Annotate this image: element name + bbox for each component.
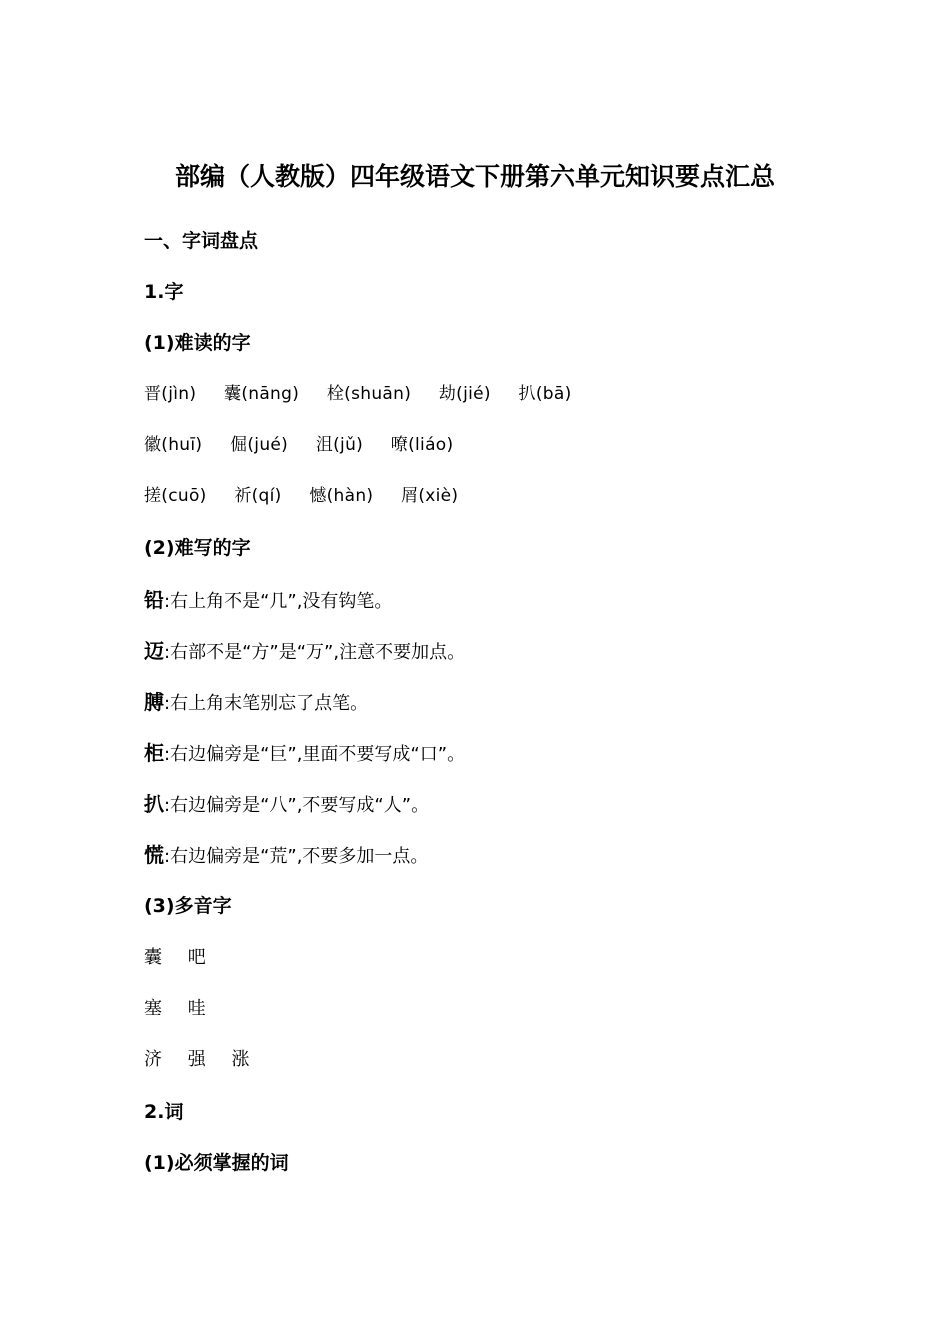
pinyin-item: 囊(nāng) [224, 384, 300, 404]
pinyin-item: 嘹(liáo) [390, 435, 454, 455]
pinyin-item: 扒(bā) [518, 384, 572, 404]
poly-row-1 [144, 944, 226, 972]
subheading-polyphonic: (3)多音字 [144, 895, 232, 917]
pinyin-item: 倔(jué) [230, 435, 289, 455]
write-item [144, 739, 465, 769]
subheading-must-master: (1)必须掌握的词 [144, 1152, 289, 1174]
poly-row-2 [144, 995, 226, 1023]
write-char: 铅 [144, 588, 164, 612]
read-row-3 [144, 482, 480, 510]
write-note: :右边偏旁是“八”,不要写成“人”。 [164, 795, 430, 816]
pinyin-item: 搓(cuō) [144, 486, 207, 506]
subheading-characters: 1.字 [144, 281, 184, 303]
poly-row-3 [144, 1046, 269, 1074]
subheading-words: 2.词 [144, 1101, 184, 1123]
write-note: :右部不是“方”是“万”,注意不要加点。 [164, 642, 466, 663]
write-char: 慌 [144, 843, 164, 867]
pinyin-item: 祈(qí) [234, 486, 282, 506]
pinyin-item: 栓(shuān) [326, 384, 412, 404]
write-item [144, 586, 392, 616]
write-char: 柜 [144, 741, 164, 765]
write-item [144, 790, 429, 820]
pinyin-item: 徽(huī) [144, 435, 203, 455]
write-note: :右边偏旁是“巨”,里面不要写成“口”。 [164, 744, 466, 765]
read-row-1 [144, 380, 594, 408]
subheading-hard-to-write: (2)难写的字 [144, 537, 251, 559]
write-item [144, 841, 428, 871]
write-note: :右上角末笔别忘了点笔。 [164, 693, 369, 714]
pinyin-item: 憾(hàn) [309, 486, 374, 506]
poly-char: 强 [187, 1049, 206, 1070]
write-char: 膊 [144, 690, 164, 714]
write-note: :右上角不是“几”,没有钩笔。 [164, 591, 393, 612]
pinyin-item: 屑(xiè) [401, 486, 459, 506]
read-row-2 [144, 431, 475, 459]
write-item [144, 637, 465, 667]
pinyin-item: 劫(jié) [438, 384, 491, 404]
section-heading-1: 一、字词盘点 [144, 230, 259, 252]
document-title: 部编（人教版）四年级语文下册第六单元知识要点汇总 [174, 162, 775, 191]
poly-char: 济 [144, 1049, 162, 1070]
write-char: 扒 [144, 792, 164, 816]
pinyin-item: 晋(jìn) [144, 384, 197, 404]
write-note: :右边偏旁是“荒”,不要多加一点。 [164, 846, 429, 867]
write-item [144, 688, 368, 718]
write-char: 迈 [144, 639, 164, 663]
poly-char: 涨 [231, 1049, 250, 1070]
poly-char: 囊 [144, 947, 162, 968]
poly-char: 吧 [187, 947, 206, 968]
subheading-hard-to-read: (1)难读的字 [144, 332, 251, 354]
pinyin-item: 沮(jǔ) [315, 435, 364, 455]
poly-char: 哇 [187, 998, 206, 1019]
poly-char: 塞 [144, 998, 162, 1019]
